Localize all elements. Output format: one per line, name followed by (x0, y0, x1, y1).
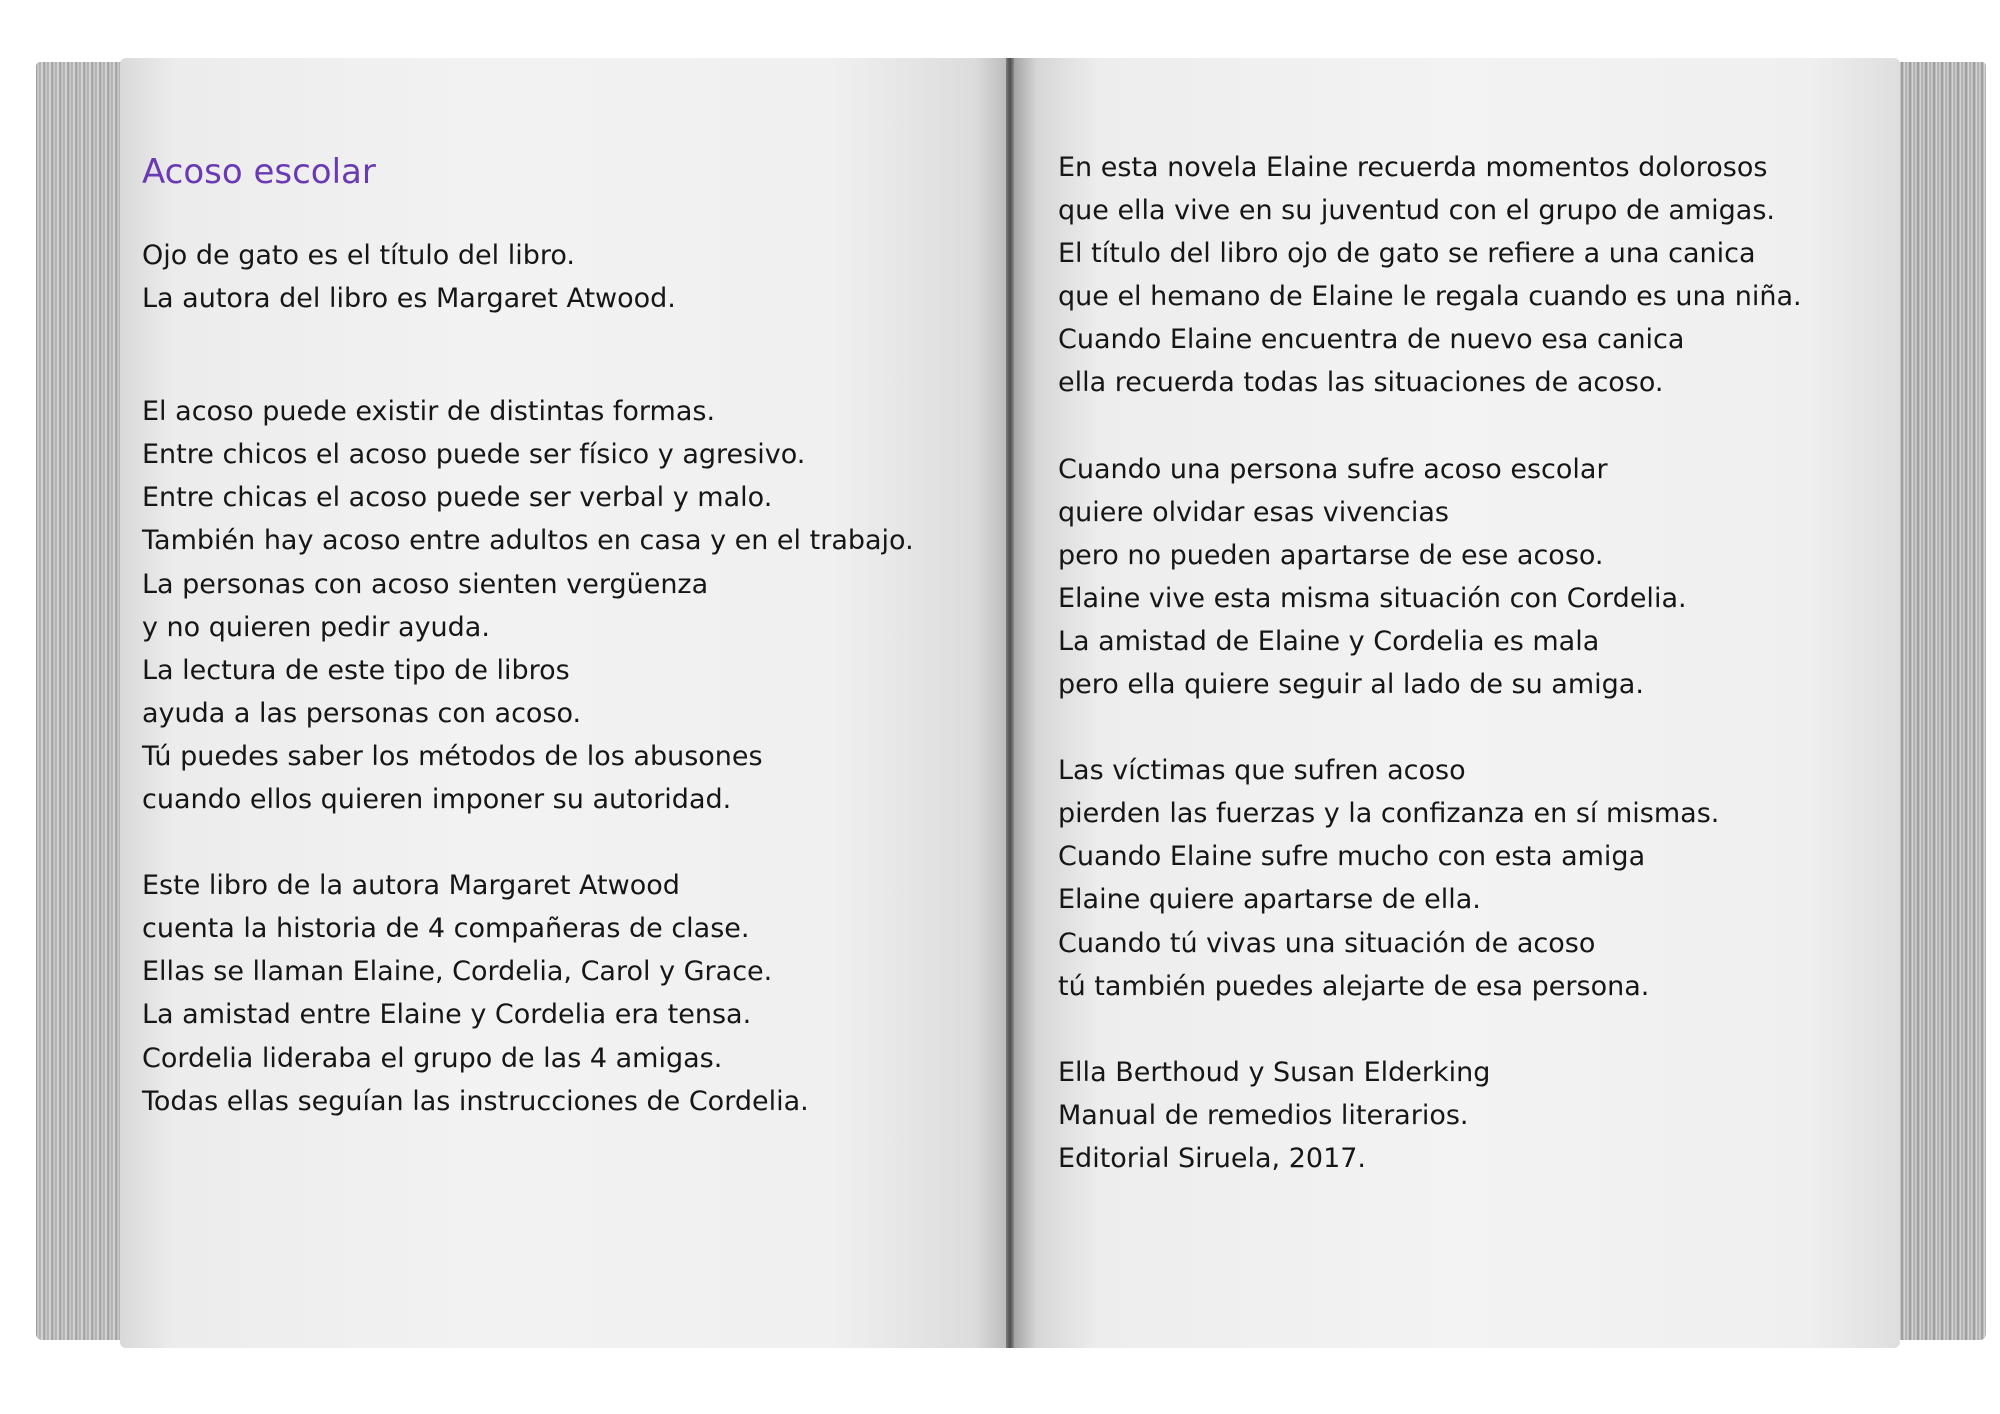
text-line: Todas ellas seguían las instrucciones de Cordelia. (142, 1085, 809, 1117)
text-line: El título del libro ojo de gato se refiere a una canica (1058, 238, 1756, 270)
text-line: y no quieren pedir ayuda. (142, 611, 490, 643)
text-line: También hay acoso entre adultos en casa y en el trabajo. (142, 525, 914, 557)
text-line: ayuda a las personas con acoso. (142, 697, 582, 729)
text-line: En esta novela Elaine recuerda momentos dolorosos (1058, 152, 1768, 183)
text-line: Ojo de gato es el título del libro. (142, 240, 576, 271)
text-line: cuenta la historia de 4 compañeras de clase. (142, 913, 750, 945)
text-line: Cuando Elaine encuentra de nuevo esa canica (1058, 324, 1685, 356)
text-line: Cuando una persona sufre acoso escolar (1058, 453, 1608, 485)
text-line: pierden las fuerzas y la confizanza en sí mismas. (1058, 798, 1720, 830)
text-line: La amistad de Elaine y Cordelia es mala (1058, 625, 1600, 657)
citation-title: Manual de remedios literarios. (1058, 1099, 1469, 1131)
text-line: Cordelia lideraba el grupo de las 4 amigas. (142, 1042, 723, 1074)
right-page-content (1058, 146, 1858, 1180)
text-line: Cuando Elaine sufre mucho con esta amiga (1058, 841, 1646, 873)
text-line: Ellas se llaman Elaine, Cordelia, Carol y Grace. (142, 956, 773, 988)
paragraph-intro (142, 234, 942, 320)
text-line: El acoso puede existir de distintas formas. (142, 396, 716, 428)
paragraph-novel-summary (1058, 146, 1858, 405)
text-line: Entre chicos el acoso puede ser físico y agresivo. (142, 439, 806, 471)
text-line: pero ella quiere seguir al lado de su amiga. (1058, 669, 1644, 701)
text-line: Entre chicas el acoso puede ser verbal y malo. (142, 482, 773, 514)
text-line: La lectura de este tipo de libros (142, 654, 570, 686)
paragraph-forms-of-bullying (142, 390, 942, 821)
text-line: ella recuerda todas las situaciones de acoso. (1058, 367, 1664, 399)
text-line: La personas con acoso sienten vergüenza (142, 568, 709, 600)
text-line: La autora del libro es Margaret Atwood. (142, 283, 676, 315)
text-line: Elaine quiere apartarse de ella. (1058, 884, 1481, 916)
text-line: que el hemano de Elaine le regala cuando es una niña. (1058, 281, 1802, 313)
text-line: quiere olvidar esas vivencias (1058, 496, 1449, 528)
citation-authors: Ella Berthoud y Susan Elderking (1058, 1056, 1491, 1088)
paragraph-victim-feelings (1058, 448, 1858, 707)
text-line: tú también puedes alejarte de esa persona. (1058, 970, 1650, 1002)
text-line: Las víctimas que sufren acoso (1058, 755, 1466, 787)
left-page-content (142, 150, 942, 1123)
text-line: La amistad entre Elaine y Cordelia era tensa. (142, 999, 752, 1031)
book-spine (1006, 58, 1014, 1348)
right-page-edges (1896, 62, 1986, 1340)
text-line: Este libro de la autora Margaret Atwood (142, 870, 680, 902)
paragraph-book-story (142, 864, 942, 1123)
paragraph-advice (1058, 749, 1858, 1008)
text-line: Elaine vive esta misma situación con Cordelia. (1058, 582, 1687, 614)
page-title: Acoso escolar (142, 152, 376, 192)
text-line: pero no pueden apartarse de ese acoso. (1058, 539, 1604, 571)
text-line: cuando ellos quieren imponer su autoridad. (142, 784, 732, 816)
paragraph-citation (1058, 1051, 1858, 1180)
text-line: Cuando tú vivas una situación de acoso (1058, 927, 1596, 959)
text-line: Tú puedes saber los métodos de los abusones (142, 740, 763, 772)
text-line: que ella vive en su juventud con el grupo de amigas. (1058, 195, 1776, 227)
left-page-edges (36, 62, 126, 1340)
citation-publisher: Editorial Siruela, 2017. (1058, 1142, 1367, 1174)
